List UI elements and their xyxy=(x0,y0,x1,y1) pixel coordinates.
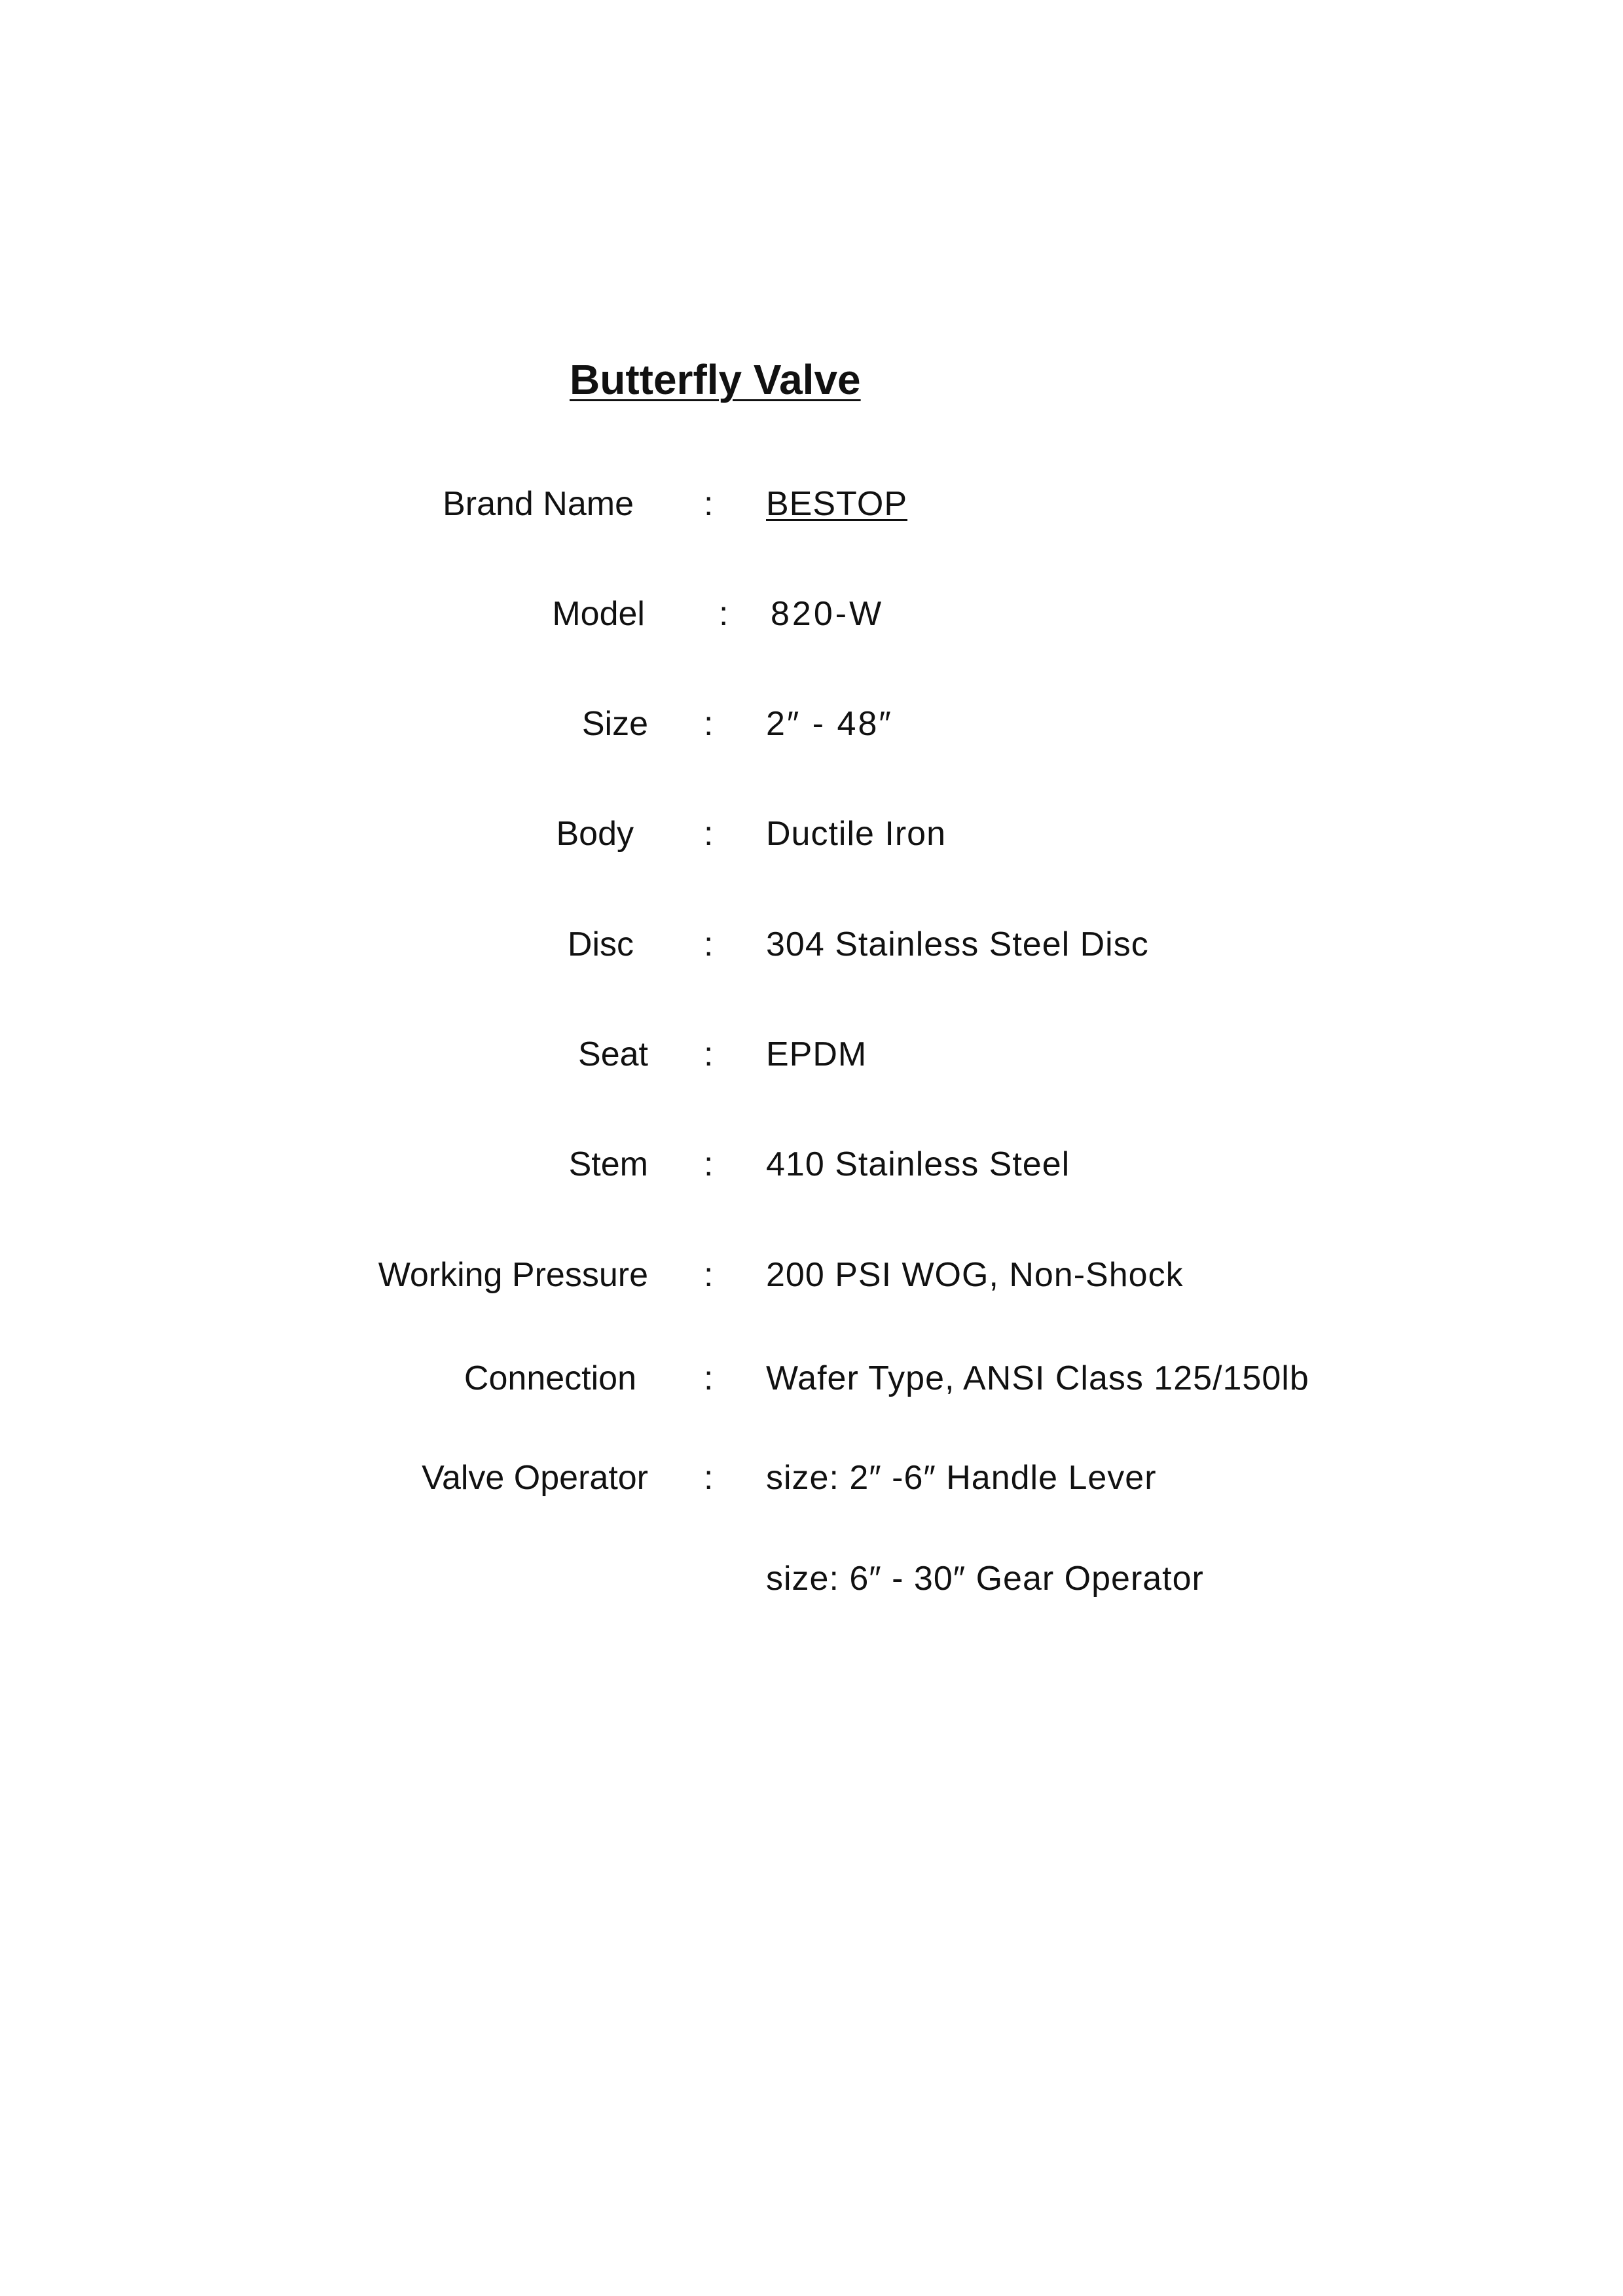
spec-value-seat: EPDM xyxy=(766,1035,867,1073)
spec-label-size: Size xyxy=(581,705,648,743)
spec-separator: : xyxy=(704,1145,714,1183)
spec-separator: : xyxy=(704,1256,714,1294)
spec-label-connection: Connection xyxy=(464,1359,636,1397)
spec-label-body: Body xyxy=(556,815,634,853)
spec-value-size: 2″ - 48″ xyxy=(766,705,893,743)
spec-separator: : xyxy=(704,1459,714,1497)
spec-value-valve-operator-gear: size: 6″ - 30″ Gear Operator xyxy=(766,1560,1204,1598)
spec-label-brand-name: Brand Name xyxy=(443,485,634,523)
spec-value-body: Ductile Iron xyxy=(766,815,946,853)
spec-label-working-pressure: Working Pressure xyxy=(378,1256,648,1294)
spec-label-model: Model xyxy=(552,595,645,633)
spec-separator: : xyxy=(704,815,714,853)
spec-value-working-pressure: 200 PSI WOG, Non-Shock xyxy=(766,1256,1184,1294)
spec-separator: : xyxy=(704,705,714,743)
spec-value-connection: Wafer Type, ANSI Class 125/150lb xyxy=(766,1359,1309,1397)
spec-separator: : xyxy=(704,925,714,963)
spec-label-valve-operator: Valve Operator xyxy=(422,1459,648,1497)
page-title: Butterfly Valve xyxy=(570,356,861,403)
spec-label-disc: Disc xyxy=(567,925,634,963)
spec-label-stem: Stem xyxy=(568,1145,648,1183)
spec-value-disc: 304 Stainless Steel Disc xyxy=(766,925,1149,963)
spec-separator: : xyxy=(704,1035,714,1073)
spec-label-seat: Seat xyxy=(578,1035,648,1073)
spec-separator: : xyxy=(704,485,714,523)
spec-separator: : xyxy=(719,595,729,633)
spec-value-model: 820-W xyxy=(771,595,884,633)
spec-value-valve-operator: size: 2″ -6″ Handle Lever xyxy=(766,1459,1157,1497)
spec-value-stem: 410 Stainless Steel xyxy=(766,1145,1070,1183)
spec-value-brand-name: BESTOP xyxy=(766,485,908,523)
spec-separator: : xyxy=(704,1359,714,1397)
